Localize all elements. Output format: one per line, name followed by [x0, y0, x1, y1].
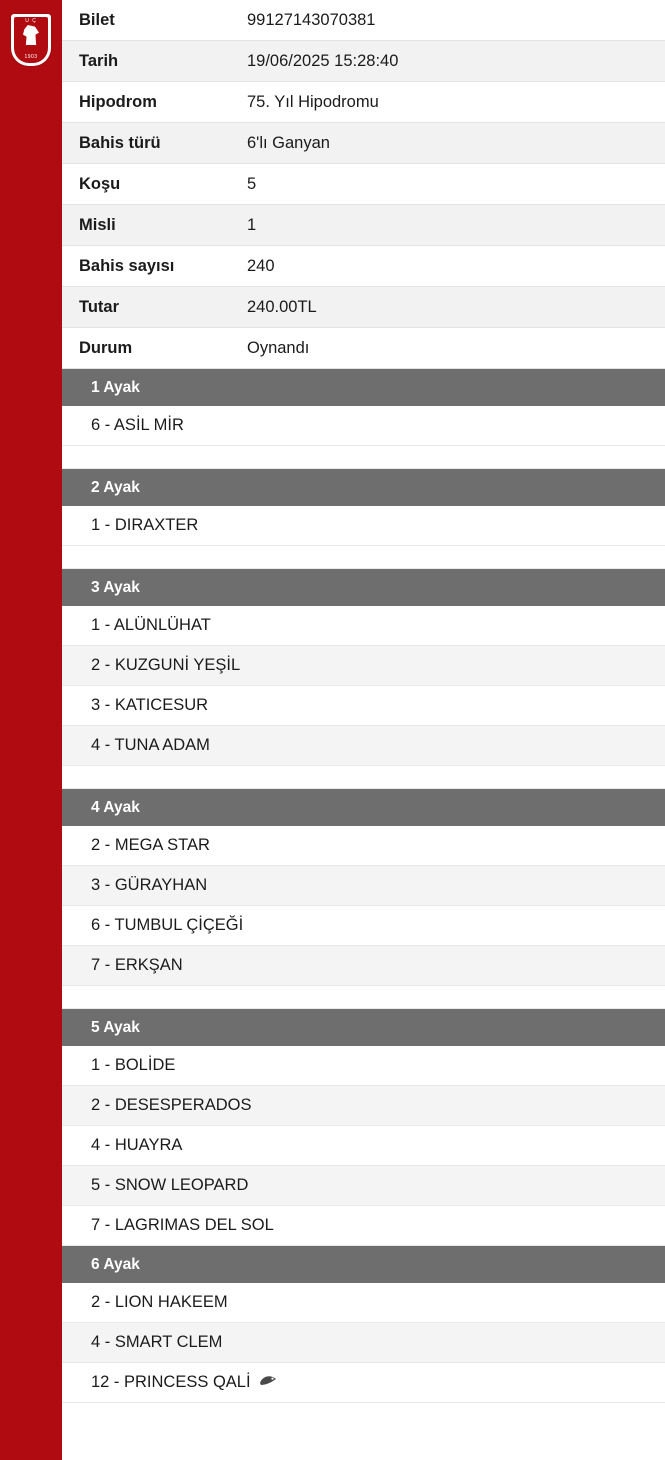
horse-label: 12 - PRINCESS QALİ — [91, 1373, 251, 1391]
info-label: Bilet — [79, 10, 115, 29]
horse-row[interactable] — [62, 1363, 665, 1403]
info-row — [62, 0, 665, 41]
info-row — [62, 287, 665, 328]
info-row — [62, 123, 665, 164]
horse-label: 6 - TUMBUL ÇİÇEĞİ — [91, 916, 244, 934]
shield-inner — [14, 17, 48, 63]
horse-label: 2 - MEGA STAR — [91, 836, 210, 854]
info-row — [62, 164, 665, 205]
horse-label: 1 - DIRAXTER — [91, 516, 199, 534]
leg-header: 2 Ayak — [62, 469, 665, 506]
leg-spacer — [62, 986, 665, 1009]
horse-label: 1 - BOLİDE — [91, 1056, 176, 1074]
info-value: 1 — [247, 215, 257, 234]
horse-row[interactable] — [62, 866, 665, 906]
leg-header: 4 Ayak — [62, 789, 665, 826]
horse-row[interactable] — [62, 726, 665, 766]
horse-label: 7 - LAGRIMAS DEL SOL — [91, 1216, 274, 1234]
horse-label: 3 - KATICESUR — [91, 696, 209, 714]
info-value: 99127143070381 — [247, 10, 376, 29]
horse-label: 2 - KUZGUNİ YEŞİL — [91, 656, 241, 674]
leg-spacer — [62, 546, 665, 569]
horse-row[interactable] — [62, 506, 665, 546]
horse-row[interactable] — [62, 1283, 665, 1323]
left-brand-band — [0, 0, 62, 1460]
horse-row[interactable] — [62, 1206, 665, 1246]
club-crest-logo — [11, 14, 51, 66]
horse-label: 4 - HUAYRA — [91, 1136, 183, 1154]
info-label: Hipodrom — [79, 92, 157, 111]
leg-header: 3 Ayak — [62, 569, 665, 606]
info-row — [62, 82, 665, 123]
info-value: 5 — [247, 174, 257, 193]
info-value: Oynandı — [247, 338, 310, 357]
leg-header: 5 Ayak — [62, 1009, 665, 1046]
info-label: Tarih — [79, 51, 119, 70]
horse-row[interactable] — [62, 1166, 665, 1206]
knight-icon — [23, 25, 39, 45]
blinker-icon — [259, 1373, 277, 1392]
info-label: Durum — [79, 338, 133, 357]
info-row — [62, 205, 665, 246]
horse-row[interactable] — [62, 646, 665, 686]
info-label: Bahis sayısı — [79, 256, 175, 275]
horse-label: 6 - ASİL MİR — [91, 416, 184, 434]
info-label: Tutar — [79, 297, 120, 316]
horse-row[interactable] — [62, 1086, 665, 1126]
horse-label: 3 - GÜRAYHAN — [91, 876, 208, 894]
leg-spacer — [62, 446, 665, 469]
horse-label: 2 - DESESPERADOS — [91, 1096, 252, 1114]
info-value: 6'lı Ganyan — [247, 133, 330, 152]
horse-label: 1 - ALÜNLÜHAT — [91, 616, 211, 634]
info-row — [62, 41, 665, 82]
horse-label: 4 - SMART CLEM — [91, 1333, 223, 1351]
horse-row[interactable] — [62, 686, 665, 726]
shield-icon — [11, 14, 51, 66]
horse-label: 7 - ERKŞAN — [91, 956, 183, 974]
info-value: 240 — [247, 256, 275, 275]
info-label: Misli — [79, 215, 116, 234]
ticket-content — [62, 0, 665, 1460]
info-value: 240.00TL — [247, 297, 317, 316]
horse-row[interactable] — [62, 1046, 665, 1086]
info-value: 75. Yıl Hipodromu — [247, 92, 379, 111]
info-label: Bahis türü — [79, 133, 161, 152]
logo-top-text: U Ç — [25, 18, 37, 24]
horse-row[interactable] — [62, 406, 665, 446]
horse-row[interactable] — [62, 1323, 665, 1363]
horse-row[interactable] — [62, 606, 665, 646]
content-filler — [62, 1403, 665, 1460]
horse-row[interactable] — [62, 946, 665, 986]
ticket-info-table — [62, 0, 665, 369]
horse-label: 5 - SNOW LEOPARD — [91, 1176, 249, 1194]
horse-row[interactable] — [62, 906, 665, 946]
legs-list — [62, 369, 665, 1403]
leg-header: 1 Ayak — [62, 369, 665, 406]
leg-spacer — [62, 766, 665, 789]
info-value: 19/06/2025 15:28:40 — [247, 51, 399, 70]
logo-bottom-text: 1903 — [24, 54, 38, 60]
info-row — [62, 328, 665, 369]
horse-label: 4 - TUNA ADAM — [91, 736, 210, 754]
leg-header: 6 Ayak — [62, 1246, 665, 1283]
info-label: Koşu — [79, 174, 121, 193]
horse-row[interactable] — [62, 1126, 665, 1166]
horse-label: 2 - LION HAKEEM — [91, 1293, 228, 1311]
horse-row[interactable] — [62, 826, 665, 866]
info-row — [62, 246, 665, 287]
